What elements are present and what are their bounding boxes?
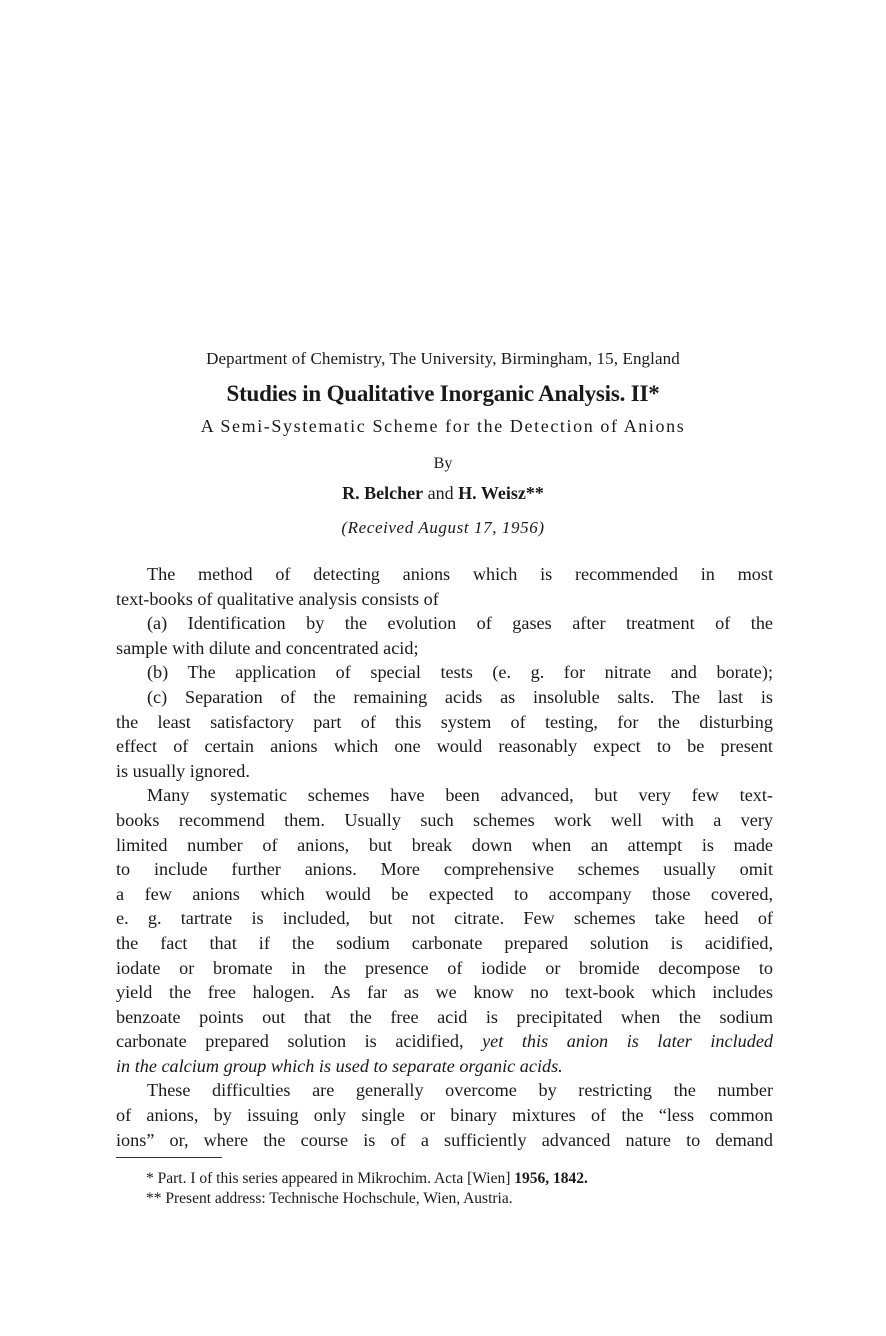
received-date: (Received August 17, 1956): [341, 518, 545, 537]
paragraph-5-line-8: iodate or bromate in the presence of iodide or bromide decompose to: [116, 957, 773, 978]
paragraph-2-line-1: (a) Identification by the evolution of gases after treatment of the: [147, 613, 773, 634]
paragraph-5-line-6: e. g. tartrate is included, but not citrate. Few schemes take heed of: [116, 908, 773, 929]
paragraph-5-line-1: Many systematic schemes have been advanced, but very few text-: [147, 785, 773, 806]
footnote-1-page: , 1842.: [545, 1170, 588, 1187]
paragraph-6-line-3: ions” or, where the course is of a sufficiently advanced nature to demand: [116, 1129, 773, 1150]
paragraph-5-line-4: to include further anions. More comprehensive schemes usually omit: [116, 859, 773, 880]
paragraph-4-line-2: the least satisfactory part of this system of testing, for the disturbing: [116, 711, 773, 732]
byline-label: By: [433, 455, 453, 472]
paragraph-1-line-1: The method of detecting anions which is recommended in most: [147, 564, 773, 584]
author-joiner: and: [423, 483, 459, 503]
authors: [0, 483, 886, 504]
body-text: [116, 562, 773, 1152]
paragraph-4-line-3: effect of certain anions which one would reasonably expect to be present: [116, 736, 773, 757]
paragraph-5-line-5: a few anions which would be expected to accompany those covered,: [116, 883, 773, 904]
paragraph-5-line-3: limited number of anions, but break down when an attempt is made: [116, 834, 773, 855]
author-belcher: R. Belcher: [342, 483, 424, 503]
paper-subtitle: A Semi-Systematic Scheme for the Detection of Anions: [200, 416, 686, 436]
paragraph-5-line-7: the fact that if the sodium carbonate prepared solution is acidified,: [116, 932, 773, 953]
paragraph-6-line-1: These difficulties are generally overcome by restricting the number: [147, 1080, 773, 1101]
paragraph-5-line-12-italic: in the calcium group which is used to separate organic acids.: [116, 1055, 563, 1076]
paragraph-5-line-11-roman: carbonate prepared solution is acidified,: [116, 1031, 483, 1052]
paragraph-1-line-2: text-books of qualitative analysis consists of: [116, 588, 439, 609]
paragraph-5-line-9: yield the free halogen. As far as we know no text-book which includes: [116, 982, 773, 1003]
paragraph-6-line-2: of anions, by issuing only single or binary mixtures of the “less common: [116, 1105, 773, 1126]
paragraph-3-line-1: (b) The application of special tests (e. g. for nitrate and borate);: [147, 662, 773, 683]
author-weisz: H. Weisz**: [458, 483, 544, 503]
footnote-divider: [116, 1157, 222, 1158]
paragraph-5-line-10: benzoate points out that the free acid is precipitated when the sodium: [116, 1006, 773, 1027]
paragraph-5-line-12: [116, 1054, 773, 1079]
footnote-1-year: 1956: [514, 1170, 546, 1187]
footnote-1: [146, 1170, 588, 1188]
paper-title: Studies in Qualitative Inorganic Analysis. II*: [226, 381, 660, 406]
paragraph-5-line-2: books recommend them. Usually such schemes work well with a very: [116, 809, 773, 830]
paragraph-4-line-1: (c) Separation of the remaining acids as insoluble salts. The last is: [147, 686, 773, 707]
footnote-1-text: * Part. I of this series appeared in Mikrochim. Acta [Wien]: [146, 1170, 515, 1187]
paragraph-4-line-4: is usually ignored.: [116, 760, 250, 781]
paragraph-5-line-11-italic: yet this anion is later included: [482, 1031, 773, 1052]
paragraph-5-line-11: [116, 1029, 773, 1054]
footnote-2: ** Present address: Technische Hochschule, Wien, Austria.: [146, 1190, 513, 1207]
affiliation: Department of Chemistry, The University, Birmingham, 15, England: [206, 349, 680, 368]
paragraph-2-line-2: sample with dilute and concentrated acid;: [116, 637, 419, 658]
